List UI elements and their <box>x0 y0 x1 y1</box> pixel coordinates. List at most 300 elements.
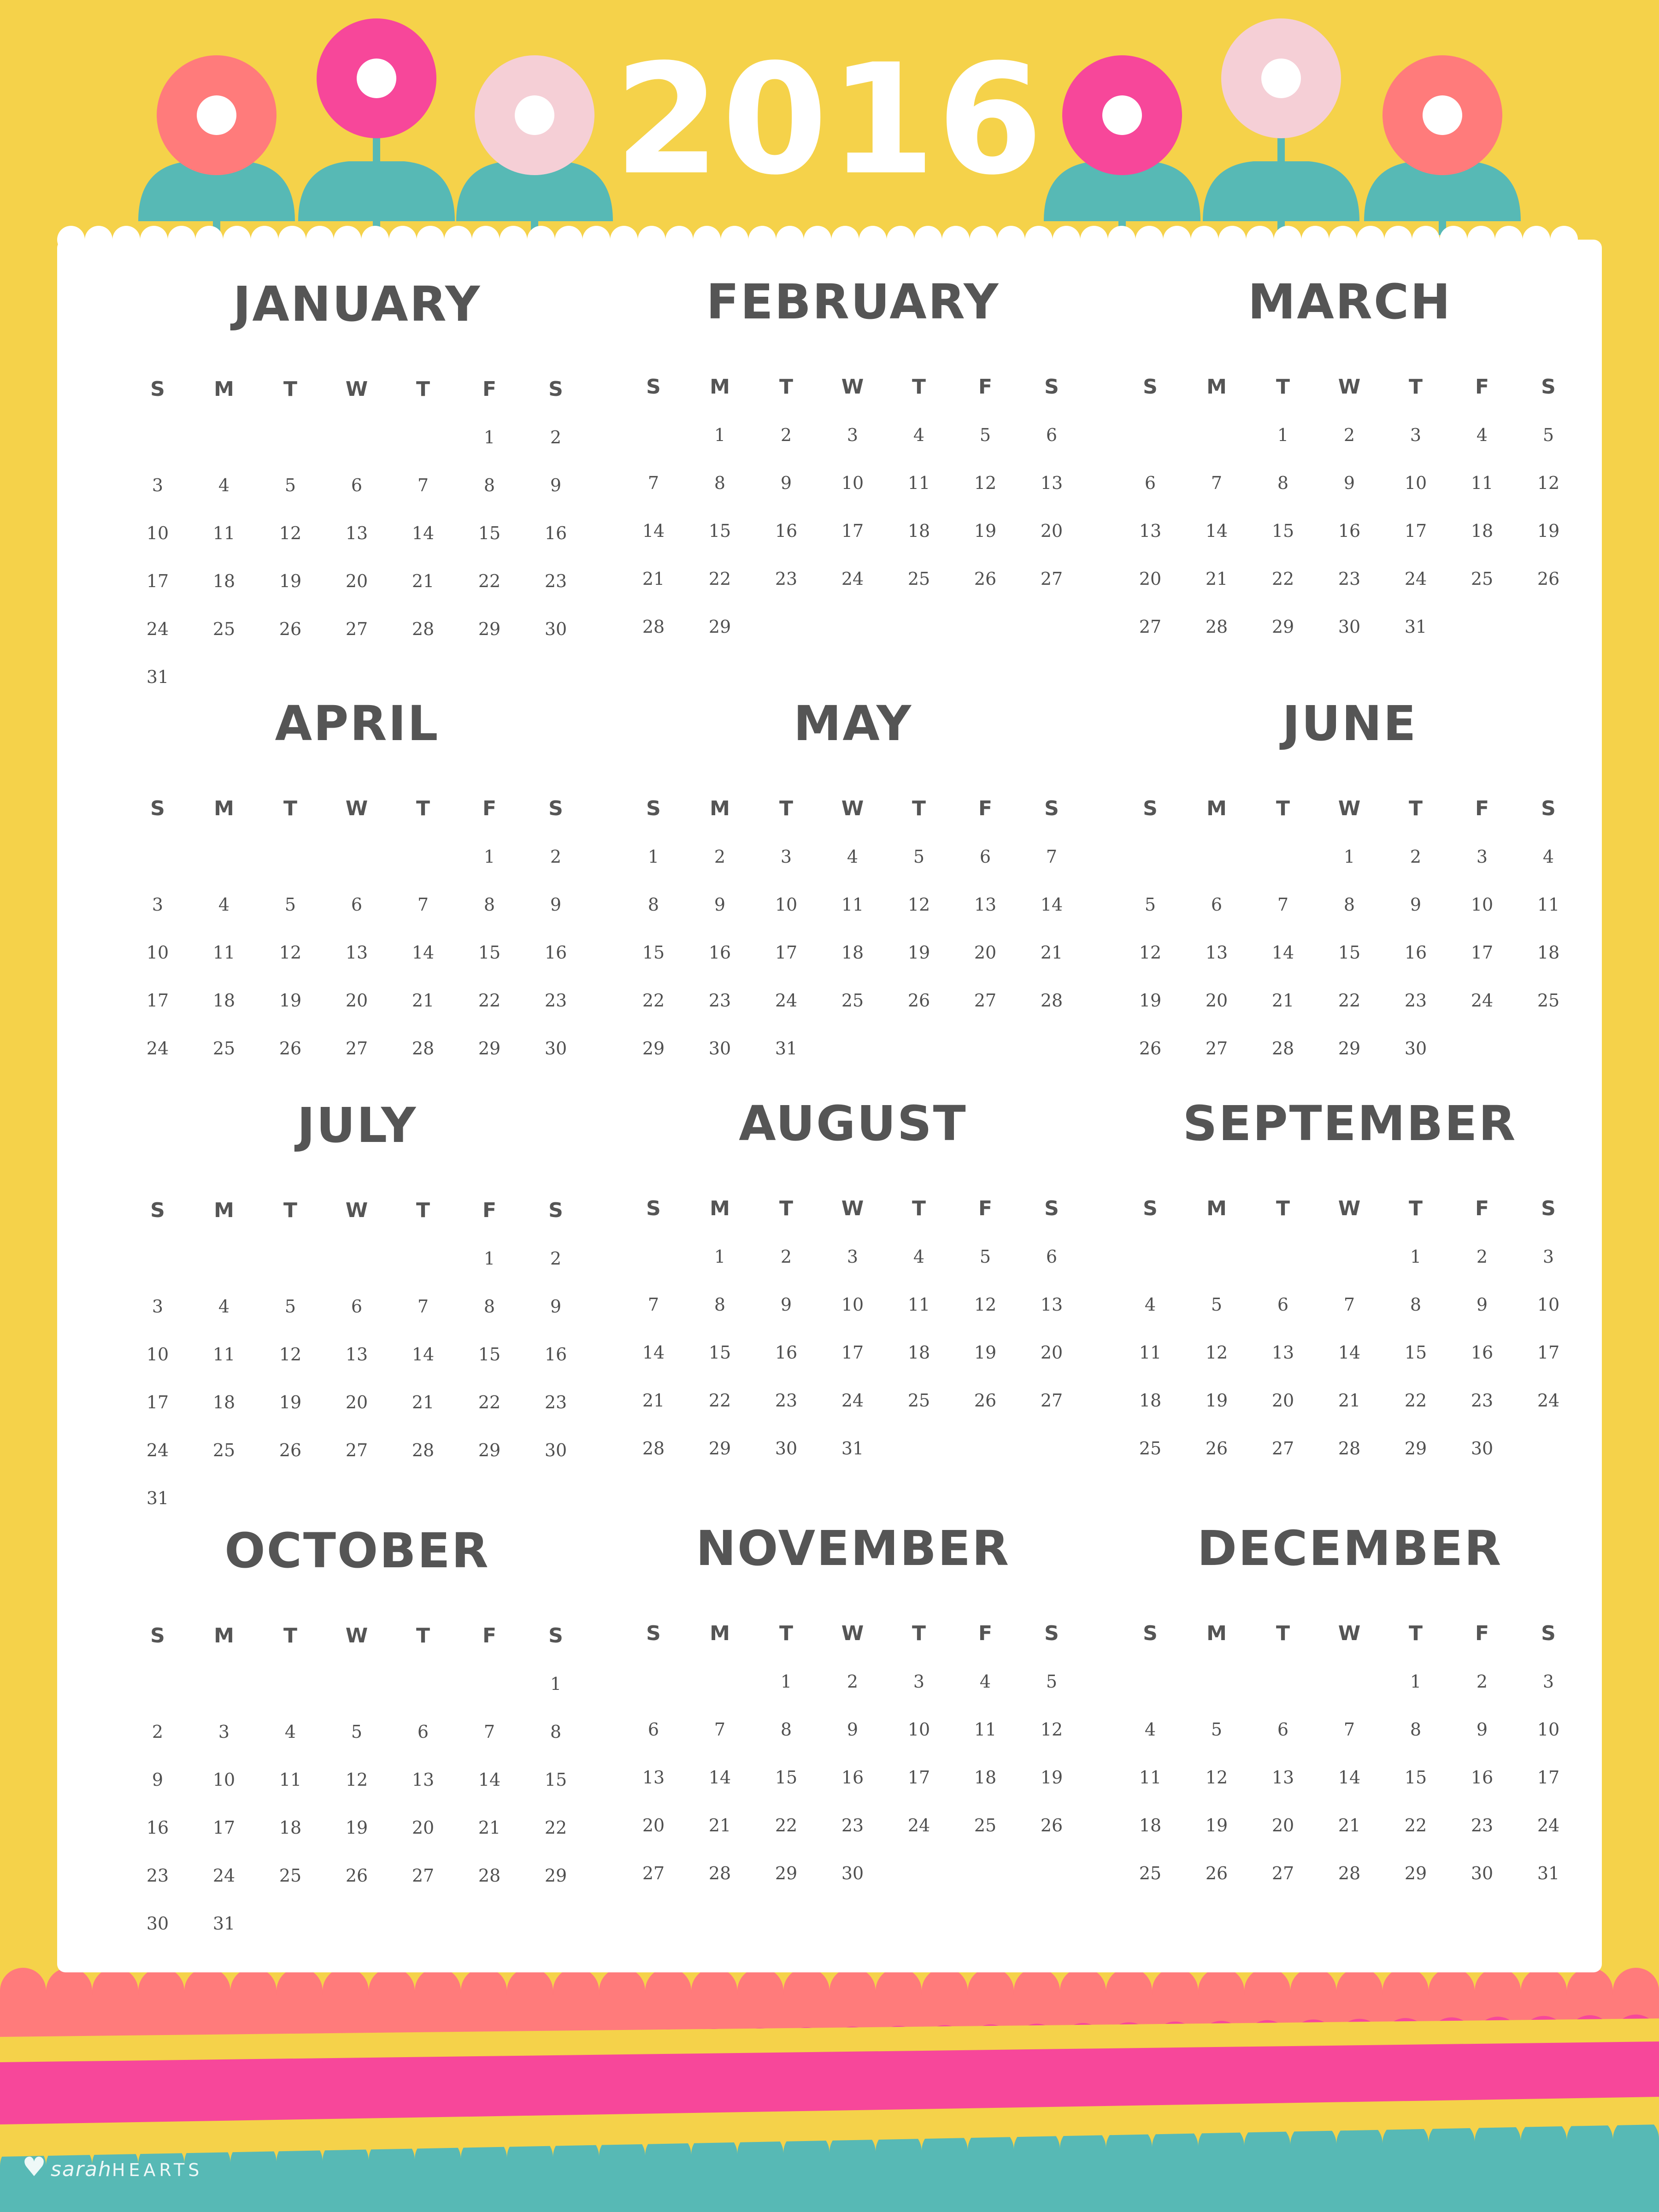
week-row <box>124 1426 590 1474</box>
day-cell: 2 <box>550 1248 562 1269</box>
empty-day-cell <box>257 1660 324 1708</box>
week-row <box>124 509 590 557</box>
weekday-label: M <box>710 1622 730 1645</box>
day-cell: 18 <box>974 1767 997 1788</box>
day-cell: 3 <box>152 1296 164 1317</box>
brand-part2: HEARTS <box>112 2160 203 2180</box>
day-cell: 19 <box>1205 1390 1228 1411</box>
day-cell: 11 <box>212 523 235 543</box>
day-cell: 20 <box>345 990 368 1011</box>
week-row <box>1117 1706 1583 1753</box>
weekday-header <box>124 785 590 833</box>
day-cell: 7 <box>1343 1294 1355 1315</box>
day-cell: 6 <box>1277 1294 1289 1315</box>
week-row <box>620 1233 1086 1281</box>
day-cell: 9 <box>152 1770 164 1790</box>
month-name: AUGUST <box>739 1095 967 1152</box>
day-cell: 30 <box>146 1913 169 1934</box>
day-cell: 28 <box>642 1438 665 1459</box>
empty-day-cell <box>1018 1024 1085 1072</box>
day-cell: 31 <box>146 667 169 687</box>
week-row <box>620 929 1086 977</box>
day-cell: 25 <box>279 1865 302 1886</box>
day-cell: 10 <box>146 523 169 543</box>
empty-day-cell <box>1316 1658 1382 1706</box>
day-cell: 6 <box>1277 1719 1289 1740</box>
day-cell: 24 <box>1404 569 1427 589</box>
empty-day-cell <box>324 1235 390 1282</box>
day-cell: 12 <box>974 1294 997 1315</box>
weekday-label: T <box>416 797 430 820</box>
day-cell: 6 <box>417 1722 429 1742</box>
day-cell: 18 <box>212 990 235 1011</box>
month-october <box>124 1521 590 1947</box>
day-cell: 29 <box>478 619 501 639</box>
day-cell: 15 <box>1404 1767 1427 1788</box>
day-cell: 23 <box>1471 1815 1494 1835</box>
day-cell: 24 <box>907 1815 930 1835</box>
day-cell: 20 <box>974 942 997 963</box>
day-cell: 11 <box>1471 473 1494 493</box>
day-cell: 9 <box>847 1719 859 1740</box>
empty-day-cell <box>324 1660 390 1708</box>
week-row <box>124 1660 590 1708</box>
weekday-label: S <box>646 375 661 399</box>
day-cell: 8 <box>550 1722 562 1742</box>
day-cell: 18 <box>1471 521 1494 541</box>
day-cell: 7 <box>714 1719 726 1740</box>
empty-day-cell <box>456 1474 523 1522</box>
day-cell: 28 <box>642 617 665 637</box>
empty-day-cell <box>257 413 324 461</box>
weekday-header <box>1117 785 1583 833</box>
day-cell: 22 <box>642 990 665 1011</box>
day-cell: 25 <box>212 1440 235 1460</box>
empty-day-cell <box>124 413 191 461</box>
month-name: SEPTEMBER <box>1182 1095 1517 1152</box>
week-row <box>124 1708 590 1756</box>
empty-day-cell <box>687 1658 753 1706</box>
weekday-label: T <box>912 1197 926 1220</box>
day-cell: 13 <box>1040 473 1063 493</box>
empty-day-cell <box>523 1900 589 1947</box>
day-cell: 27 <box>345 619 368 639</box>
weekday-header <box>1117 363 1583 411</box>
day-cell: 7 <box>417 894 429 915</box>
day-cell: 5 <box>1211 1294 1223 1315</box>
day-cell: 4 <box>1144 1719 1156 1740</box>
weekday-label: T <box>283 1199 297 1222</box>
week-row <box>124 1378 590 1426</box>
day-cell: 15 <box>708 1342 731 1363</box>
day-cell: 4 <box>284 1722 296 1742</box>
day-cell: 12 <box>1139 942 1162 963</box>
weekday-label: T <box>912 1622 926 1645</box>
day-cell: 1 <box>1410 1671 1422 1692</box>
day-cell: 12 <box>279 523 302 543</box>
weekday-label: S <box>1044 1622 1059 1645</box>
weekday-label: T <box>283 1624 297 1647</box>
week-row <box>620 1281 1086 1329</box>
weekday-label: T <box>779 1197 793 1220</box>
month-grid <box>124 1612 590 1947</box>
day-cell: 20 <box>1271 1815 1294 1835</box>
day-cell: 11 <box>907 1294 930 1315</box>
day-cell: 1 <box>714 1247 726 1267</box>
day-cell: 13 <box>974 894 997 915</box>
day-cell: 19 <box>345 1818 368 1838</box>
day-cell: 28 <box>1205 617 1228 637</box>
day-cell: 18 <box>1139 1390 1162 1411</box>
day-cell: 26 <box>1139 1038 1162 1059</box>
week-row <box>620 459 1086 507</box>
month-grid <box>124 1187 590 1522</box>
day-cell: 15 <box>708 521 731 541</box>
empty-day-cell <box>1250 1658 1316 1706</box>
week-row <box>124 833 590 881</box>
week-row <box>124 929 590 977</box>
week-row <box>620 603 1086 651</box>
weekday-label: M <box>1206 1197 1227 1220</box>
day-cell: 4 <box>218 1296 230 1317</box>
day-cell: 27 <box>1271 1863 1294 1883</box>
month-september <box>1117 1094 1583 1472</box>
day-cell: 13 <box>642 1767 665 1788</box>
day-cell: 8 <box>714 473 726 493</box>
day-cell: 3 <box>152 475 164 495</box>
month-name: JUNE <box>1282 695 1418 752</box>
day-cell: 25 <box>907 1390 930 1411</box>
month-name: APRIL <box>275 695 440 752</box>
month-grid <box>620 1610 1086 1897</box>
weekday-label: S <box>1044 797 1059 820</box>
weekday-label: F <box>482 1624 497 1647</box>
day-cell: 27 <box>1205 1038 1228 1059</box>
weekday-label: S <box>150 1624 165 1647</box>
day-cell: 3 <box>847 425 859 445</box>
month-name: MARCH <box>1247 274 1452 330</box>
day-cell: 16 <box>775 521 798 541</box>
day-cell: 18 <box>1139 1815 1162 1835</box>
month-may <box>620 694 1086 1072</box>
weekday-header <box>620 1185 1086 1233</box>
weekday-label: W <box>841 1197 864 1220</box>
weekday-label: F <box>1475 1622 1489 1645</box>
weekday-label: T <box>283 377 297 401</box>
empty-day-cell <box>1018 603 1085 651</box>
day-cell: 18 <box>212 571 235 591</box>
day-cell: 14 <box>1338 1342 1361 1363</box>
day-cell: 18 <box>1537 942 1560 963</box>
day-cell: 28 <box>708 1863 731 1883</box>
empty-day-cell <box>1515 1024 1582 1072</box>
day-cell: 15 <box>544 1770 567 1790</box>
day-cell: 29 <box>1338 1038 1361 1059</box>
weekday-header <box>620 785 1086 833</box>
weekday-label: W <box>345 797 368 820</box>
day-cell: 22 <box>478 571 501 591</box>
day-cell: 3 <box>780 847 792 867</box>
weekday-label: W <box>1338 1622 1361 1645</box>
day-cell: 19 <box>279 1392 302 1412</box>
day-cell: 9 <box>714 894 726 915</box>
day-cell: 1 <box>483 1248 495 1269</box>
weekday-label: F <box>978 1622 993 1645</box>
day-cell: 16 <box>544 1344 567 1365</box>
empty-day-cell <box>819 1024 886 1072</box>
day-cell: 17 <box>775 942 798 963</box>
day-cell: 4 <box>913 1247 925 1267</box>
weekday-label: S <box>646 1197 661 1220</box>
empty-day-cell <box>1183 1233 1250 1281</box>
week-row <box>1117 1658 1583 1706</box>
weekday-label: W <box>841 1622 864 1645</box>
weekday-label: M <box>1206 1622 1227 1645</box>
day-cell: 11 <box>974 1719 997 1740</box>
weekday-header <box>124 1187 590 1235</box>
month-grid <box>1117 1610 1583 1897</box>
weekday-label: T <box>416 1199 430 1222</box>
day-cell: 17 <box>146 571 169 591</box>
day-cell: 23 <box>841 1815 864 1835</box>
empty-day-cell <box>1117 411 1183 459</box>
weekday-label: T <box>779 375 793 399</box>
day-cell: 25 <box>1139 1863 1162 1883</box>
empty-day-cell <box>1018 1424 1085 1472</box>
weekday-label: T <box>1276 1622 1290 1645</box>
day-cell: 13 <box>1205 942 1228 963</box>
day-cell: 3 <box>1476 847 1488 867</box>
day-cell: 3 <box>913 1671 925 1692</box>
day-cell: 26 <box>279 1038 302 1059</box>
day-cell: 21 <box>642 1390 665 1411</box>
day-cell: 21 <box>1205 569 1228 589</box>
day-cell: 21 <box>1338 1390 1361 1411</box>
empty-day-cell <box>1117 1658 1183 1706</box>
weekday-label: M <box>214 1199 234 1222</box>
day-cell: 26 <box>1040 1815 1063 1835</box>
day-cell: 30 <box>544 1440 567 1460</box>
weekday-label: S <box>150 1199 165 1222</box>
day-cell: 22 <box>1404 1815 1427 1835</box>
week-row <box>620 977 1086 1024</box>
day-cell: 12 <box>345 1770 368 1790</box>
day-cell: 3 <box>218 1722 230 1742</box>
year-title: 2016 <box>614 31 1045 208</box>
day-cell: 23 <box>1471 1390 1494 1411</box>
day-cell: 2 <box>780 425 792 445</box>
day-cell: 29 <box>544 1865 567 1886</box>
weekday-label: F <box>978 1197 993 1220</box>
day-cell: 1 <box>1410 1247 1422 1267</box>
day-cell: 12 <box>279 1344 302 1365</box>
day-cell: 9 <box>550 475 562 495</box>
day-cell: 7 <box>1046 847 1058 867</box>
day-cell: 23 <box>708 990 731 1011</box>
day-cell: 8 <box>1410 1719 1422 1740</box>
day-cell: 11 <box>907 473 930 493</box>
day-cell: 12 <box>907 894 930 915</box>
weekday-label: S <box>548 1199 563 1222</box>
day-cell: 17 <box>146 990 169 1011</box>
day-cell: 19 <box>279 990 302 1011</box>
day-cell: 15 <box>775 1767 798 1788</box>
day-cell: 28 <box>412 619 435 639</box>
day-cell: 2 <box>152 1722 164 1742</box>
day-cell: 26 <box>907 990 930 1011</box>
day-cell: 7 <box>417 1296 429 1317</box>
empty-day-cell <box>952 1024 1018 1072</box>
day-cell: 20 <box>412 1818 435 1838</box>
weekday-label: T <box>416 377 430 401</box>
week-row <box>1117 881 1583 929</box>
weekday-label: W <box>1338 1197 1361 1220</box>
day-cell: 26 <box>279 1440 302 1460</box>
day-cell: 30 <box>775 1438 798 1459</box>
day-cell: 12 <box>1537 473 1560 493</box>
weekday-label: S <box>1541 797 1556 820</box>
day-cell: 27 <box>1271 1438 1294 1459</box>
empty-day-cell <box>952 1424 1018 1472</box>
week-row <box>620 1377 1086 1424</box>
day-cell: 24 <box>775 990 798 1011</box>
empty-day-cell <box>1515 603 1582 651</box>
day-cell: 23 <box>544 571 567 591</box>
weekday-label: M <box>1206 375 1227 399</box>
weekday-label: S <box>1541 1197 1556 1220</box>
empty-day-cell <box>390 1900 456 1947</box>
week-row <box>1117 1329 1583 1377</box>
empty-day-cell <box>191 833 257 881</box>
day-cell: 20 <box>345 1392 368 1412</box>
day-cell: 19 <box>1139 990 1162 1011</box>
calendar-card <box>57 240 1602 1972</box>
week-row <box>124 1235 590 1282</box>
empty-day-cell <box>1449 1024 1515 1072</box>
day-cell: 11 <box>279 1770 302 1790</box>
day-cell: 26 <box>1205 1438 1228 1459</box>
day-cell: 5 <box>979 1247 991 1267</box>
day-cell: 13 <box>345 523 368 543</box>
day-cell: 8 <box>647 894 659 915</box>
week-row <box>124 605 590 653</box>
week-row <box>124 977 590 1024</box>
day-cell: 25 <box>1537 990 1560 1011</box>
day-cell: 7 <box>647 473 659 493</box>
day-cell: 8 <box>714 1294 726 1315</box>
day-cell: 24 <box>146 1038 169 1059</box>
weekday-label: T <box>779 797 793 820</box>
day-cell: 15 <box>478 523 501 543</box>
day-cell: 10 <box>841 473 864 493</box>
empty-day-cell <box>191 1474 257 1522</box>
day-cell: 16 <box>708 942 731 963</box>
day-cell: 23 <box>1338 569 1361 589</box>
day-cell: 28 <box>478 1865 501 1886</box>
empty-day-cell <box>390 833 456 881</box>
day-cell: 19 <box>974 1342 997 1363</box>
day-cell: 24 <box>1537 1815 1560 1835</box>
month-grid <box>124 785 590 1072</box>
day-cell: 16 <box>544 942 567 963</box>
day-cell: 6 <box>351 475 363 495</box>
day-cell: 31 <box>775 1038 798 1059</box>
day-cell: 4 <box>979 1671 991 1692</box>
day-cell: 5 <box>913 847 925 867</box>
month-name: DECEMBER <box>1197 1520 1503 1577</box>
weekday-label: W <box>345 1624 368 1647</box>
week-row <box>124 1330 590 1378</box>
day-cell: 8 <box>483 1296 495 1317</box>
day-cell: 28 <box>412 1440 435 1460</box>
day-cell: 14 <box>412 523 435 543</box>
day-cell: 22 <box>708 1390 731 1411</box>
week-row <box>124 461 590 509</box>
day-cell: 20 <box>1139 569 1162 589</box>
brand-logo <box>22 2151 203 2183</box>
day-cell: 17 <box>841 521 864 541</box>
day-cell: 18 <box>907 1342 930 1363</box>
empty-day-cell <box>124 833 191 881</box>
weekday-label: S <box>548 377 563 401</box>
weekday-label: M <box>710 375 730 399</box>
day-cell: 26 <box>1537 569 1560 589</box>
week-row <box>620 507 1086 555</box>
day-cell: 6 <box>1211 894 1223 915</box>
day-cell: 27 <box>642 1863 665 1883</box>
day-cell: 15 <box>1338 942 1361 963</box>
weekday-label: M <box>214 1624 234 1647</box>
weekday-header <box>1117 1610 1583 1658</box>
day-cell: 21 <box>412 571 435 591</box>
weekday-label: M <box>710 1197 730 1220</box>
weekday-label: S <box>1044 375 1059 399</box>
empty-day-cell <box>886 603 952 651</box>
day-cell: 29 <box>708 1438 731 1459</box>
month-grid <box>1117 785 1583 1072</box>
empty-day-cell <box>952 603 1018 651</box>
day-cell: 2 <box>1476 1247 1488 1267</box>
day-cell: 13 <box>1040 1294 1063 1315</box>
weekday-label: F <box>482 377 497 401</box>
week-row <box>620 555 1086 603</box>
day-cell: 30 <box>1471 1438 1494 1459</box>
week-row <box>1117 1281 1583 1329</box>
day-cell: 20 <box>345 571 368 591</box>
day-cell: 6 <box>351 1296 363 1317</box>
day-cell: 19 <box>1537 521 1560 541</box>
day-cell: 9 <box>550 1296 562 1317</box>
day-cell: 28 <box>412 1038 435 1059</box>
day-cell: 17 <box>907 1767 930 1788</box>
day-cell: 14 <box>642 521 665 541</box>
day-cell: 5 <box>1046 1671 1058 1692</box>
day-cell: 24 <box>146 1440 169 1460</box>
day-cell: 30 <box>1338 617 1361 637</box>
empty-day-cell <box>1183 1658 1250 1706</box>
month-name: JANUARY <box>233 276 482 332</box>
weekday-label: M <box>710 797 730 820</box>
day-cell: 2 <box>550 427 562 447</box>
day-cell: 8 <box>1343 894 1355 915</box>
day-cell: 9 <box>1410 894 1422 915</box>
day-cell: 12 <box>279 942 302 963</box>
week-row <box>124 1282 590 1330</box>
week-row <box>620 1849 1086 1897</box>
day-cell: 25 <box>841 990 864 1011</box>
month-november <box>620 1518 1086 1897</box>
week-row <box>124 1024 590 1072</box>
